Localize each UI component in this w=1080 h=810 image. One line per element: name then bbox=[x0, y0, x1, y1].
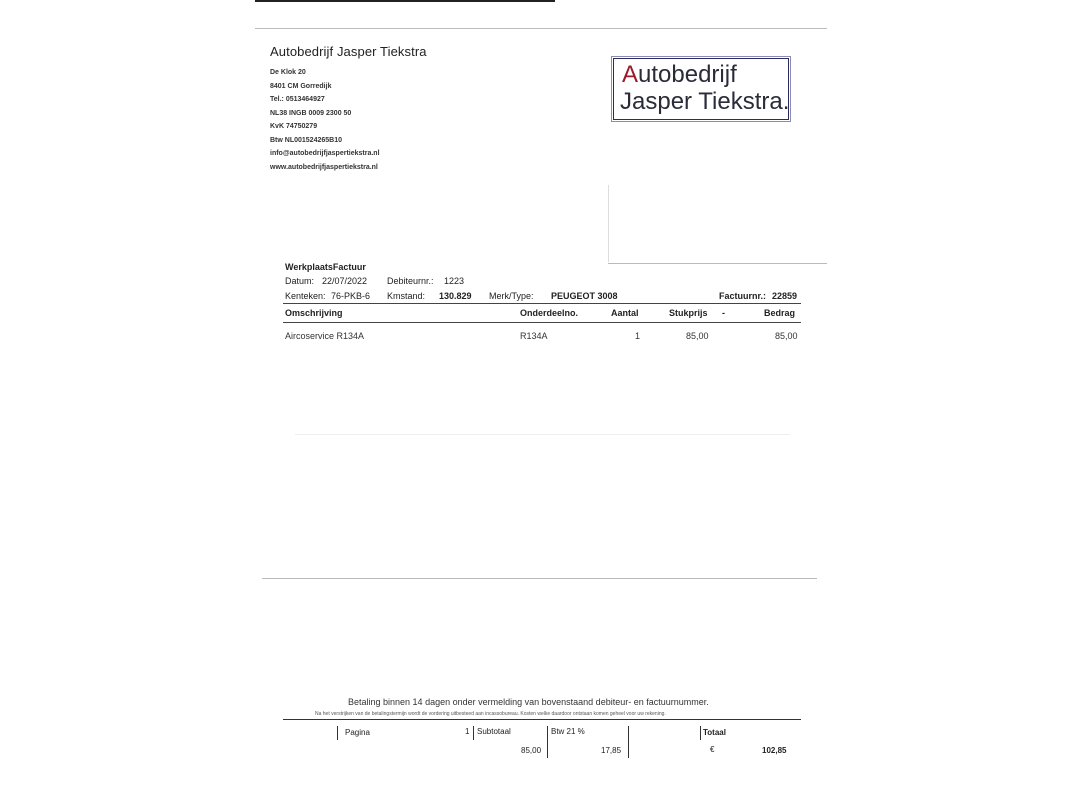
header-part-number: Onderdeelno. bbox=[520, 308, 579, 318]
vat-value: 17,85 bbox=[601, 746, 622, 755]
total-value: 102,85 bbox=[762, 746, 787, 755]
faint-scan-line bbox=[295, 434, 790, 435]
company-website: www.autobedrijfjaspertiekstra.nl bbox=[270, 163, 378, 171]
header-unit-price: Stukprijs bbox=[669, 308, 708, 318]
logo-initial: A bbox=[622, 61, 639, 88]
footer-bar-1 bbox=[337, 726, 338, 740]
footer-bar-4 bbox=[628, 726, 629, 758]
table-header bbox=[283, 303, 801, 323]
header-amount: Bedrag bbox=[764, 308, 796, 318]
company-phone: Tel.: 0513464927 bbox=[270, 96, 325, 103]
row-description: Aircoservice R134A bbox=[285, 331, 365, 341]
date-label: Datum: bbox=[285, 276, 315, 286]
vat-label: Btw 21 % bbox=[551, 727, 585, 736]
page-number: 1 bbox=[465, 727, 470, 736]
mileage-value: 130.829 bbox=[439, 291, 472, 301]
footer-bar-2 bbox=[473, 726, 474, 740]
invoice-number-label: Factuurnr.: bbox=[719, 291, 767, 301]
logo-line-1 bbox=[622, 62, 737, 88]
subtotal-value: 85,00 bbox=[521, 746, 542, 755]
debtor-label: Debiteurnr.: bbox=[387, 276, 434, 286]
page-separator bbox=[262, 578, 817, 579]
invoice-number-value: 22859 bbox=[772, 291, 798, 301]
make-label: Merk/Type: bbox=[489, 291, 534, 301]
logo-line-2: Jasper Tiekstra. bbox=[620, 88, 790, 115]
footer-bar-5 bbox=[700, 726, 701, 740]
small-print: Na het verstrijken van de betalingstermijn wordt de vordering uitbesteed aan incassobureau. Kosten welke daardoor ontstaan komen geheel voor uw rekening. bbox=[315, 711, 666, 717]
make-value: PEUGEOT 3008 bbox=[551, 291, 618, 301]
fold-mark-vertical bbox=[608, 185, 609, 262]
company-details bbox=[270, 66, 380, 174]
row-quantity: 1 bbox=[635, 331, 641, 341]
company-btw: Btw NL001524265B10 bbox=[270, 136, 342, 144]
header-dash: - bbox=[722, 308, 725, 318]
plate-value: 76-PKB-6 bbox=[331, 291, 371, 301]
mileage-label: Kmstand: bbox=[387, 291, 426, 301]
row-unit-price: 85,00 bbox=[686, 331, 709, 341]
top-edge-mark bbox=[255, 0, 555, 2]
row-amount: 85,00 bbox=[775, 331, 798, 341]
currency-symbol: € bbox=[710, 745, 715, 754]
top-divider bbox=[255, 28, 827, 29]
footer-bar-3 bbox=[547, 726, 548, 758]
company-name: Autobedrijf Jasper Tiekstra bbox=[270, 44, 427, 59]
logo-line-1-rest: utobedrijf bbox=[638, 61, 737, 88]
document-title: WerkplaatsFactuur bbox=[285, 262, 366, 272]
date-value: 22/07/2022 bbox=[322, 276, 368, 286]
page-label: Pagina bbox=[345, 728, 370, 737]
header-quantity: Aantal bbox=[611, 308, 639, 318]
company-kvk: KvK 74750279 bbox=[270, 123, 318, 130]
company-city: 8401 CM Gorredijk bbox=[270, 82, 332, 90]
total-label: Totaal bbox=[703, 728, 726, 737]
plate-label: Kenteken: bbox=[285, 291, 326, 301]
row-part-number: R134A bbox=[520, 331, 548, 341]
subtotal-label: Subtotaal bbox=[477, 727, 511, 736]
payment-terms: Betaling binnen 14 dagen onder vermelding van bovenstaand debiteur- en factuurnummer. bbox=[348, 697, 709, 707]
company-address: De Klok 20 bbox=[270, 69, 306, 76]
fold-mark-horizontal bbox=[608, 263, 827, 264]
company-logo bbox=[613, 58, 789, 120]
footer-divider bbox=[283, 719, 801, 720]
company-iban: NL38 INGB 0009 2300 50 bbox=[270, 109, 352, 117]
company-email: info@autobedrijfjaspertiekstra.nl bbox=[270, 150, 380, 157]
debtor-value: 1223 bbox=[444, 276, 465, 286]
header-description: Omschrijving bbox=[285, 308, 343, 318]
